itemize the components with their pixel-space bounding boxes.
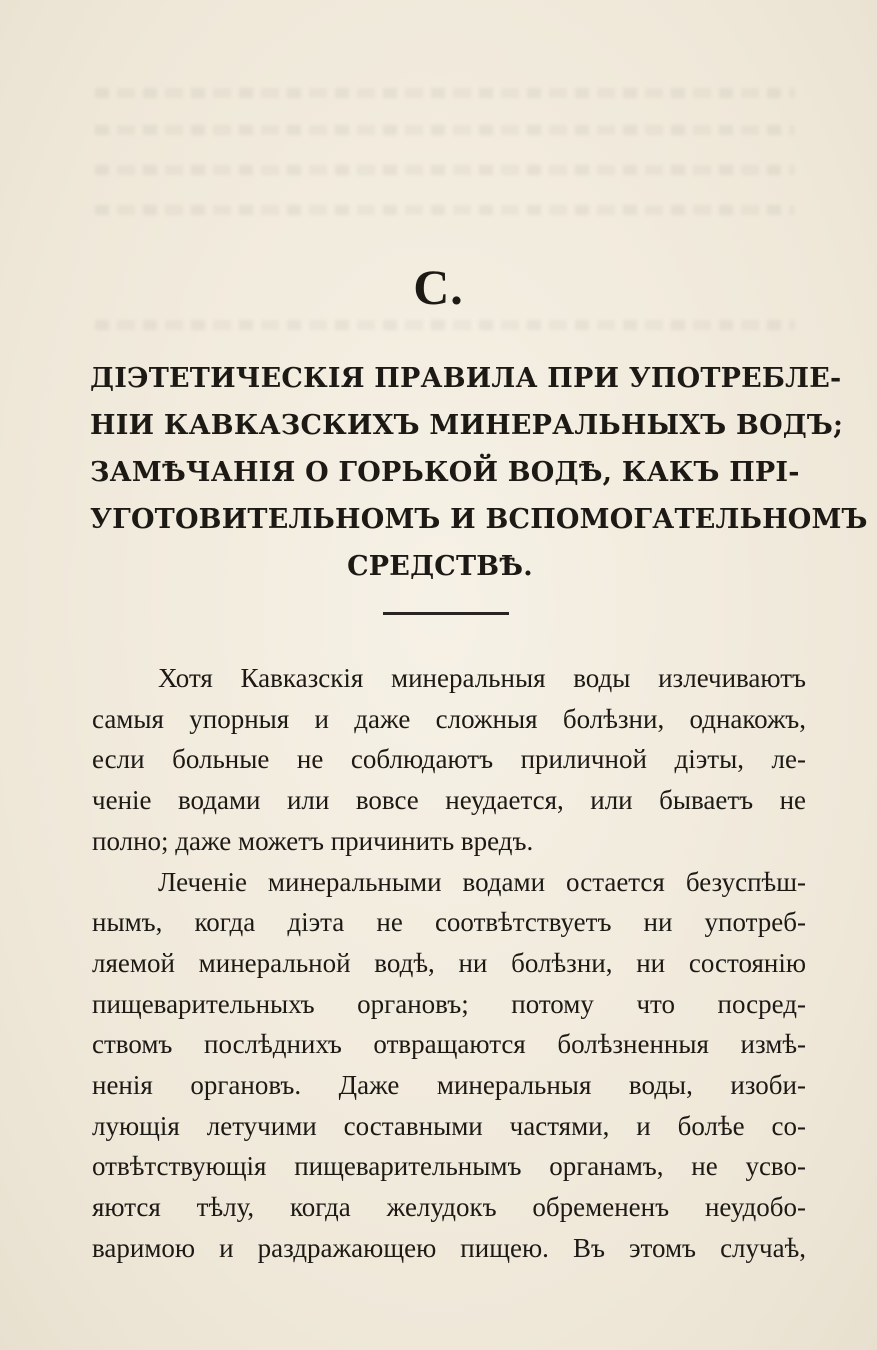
text-line: если больные не соблюдаютъ приличной діэты, ле- (92, 744, 806, 775)
chapter-heading (90, 355, 868, 590)
text-line: полно; даже можетъ причинить вредъ. (92, 825, 534, 856)
text-line: нымъ, когда діэта не соотвѣтствуетъ ни употреб- (92, 907, 806, 938)
text-line: ненія органовъ. Даже минеральныя воды, изоби- (92, 1070, 806, 1101)
text-line: самыя упорныя и даже сложныя болѣзни, однакожъ, (92, 703, 806, 734)
heading-line: УГОТОВИТЕЛЬНОМЪ И ВСПОМОГАТЕЛЬНОМЪ (90, 504, 868, 535)
section-divider (383, 612, 509, 615)
heading-line: ЗАМѢЧАНІЯ О ГОРЬКОЙ ВОДѢ, КАКЪ ПРІ- (90, 457, 800, 488)
bleed-through-texture (95, 88, 795, 98)
text-line: ствомъ послѣднихъ отвращаются болѣзненныя измѣ- (92, 1029, 806, 1060)
heading-line: НІИ КАВКАЗСКИХЪ МИНЕРАЛЬНЫХЪ ВОДЪ; (90, 410, 844, 441)
bleed-through-texture (95, 165, 795, 175)
section-letter: С. (413, 259, 464, 315)
text-line: Хотя Кавказскія минеральныя воды излечиваютъ (158, 663, 806, 693)
text-line: ченіе водами или вовсе неудается, или бываетъ не (92, 785, 806, 816)
heading-line: СРЕДСТВѢ. (347, 551, 533, 582)
body-text (92, 658, 806, 1269)
text-line: лующія летучими составными частями, и болѣе со- (92, 1110, 806, 1141)
bleed-through-texture (95, 125, 795, 135)
bleed-through-texture (95, 320, 795, 330)
text-line: яются тѣлу, когда желудокъ обремененъ неудобо- (92, 1192, 806, 1223)
text-line: Леченіе минеральными водами остается безуспѣш- (158, 866, 806, 897)
text-line: пищеварительныхъ органовъ; потому что посред- (92, 988, 806, 1019)
heading-line: ДІЭТЕТИЧЕСКІЯ ПРАВИЛА ПРИ УПОТРЕБЛЕ- (90, 363, 842, 394)
text-line: отвѣтствующія пищеварительнымъ органамъ, не усво- (92, 1151, 806, 1182)
bleed-through-texture (95, 205, 795, 215)
text-line: ляемой минеральной водѣ, ни болѣзни, ни состоянію (92, 947, 806, 978)
text-line: варимою и раздражающею пищею. Въ этомъ случаѣ, (92, 1232, 806, 1263)
